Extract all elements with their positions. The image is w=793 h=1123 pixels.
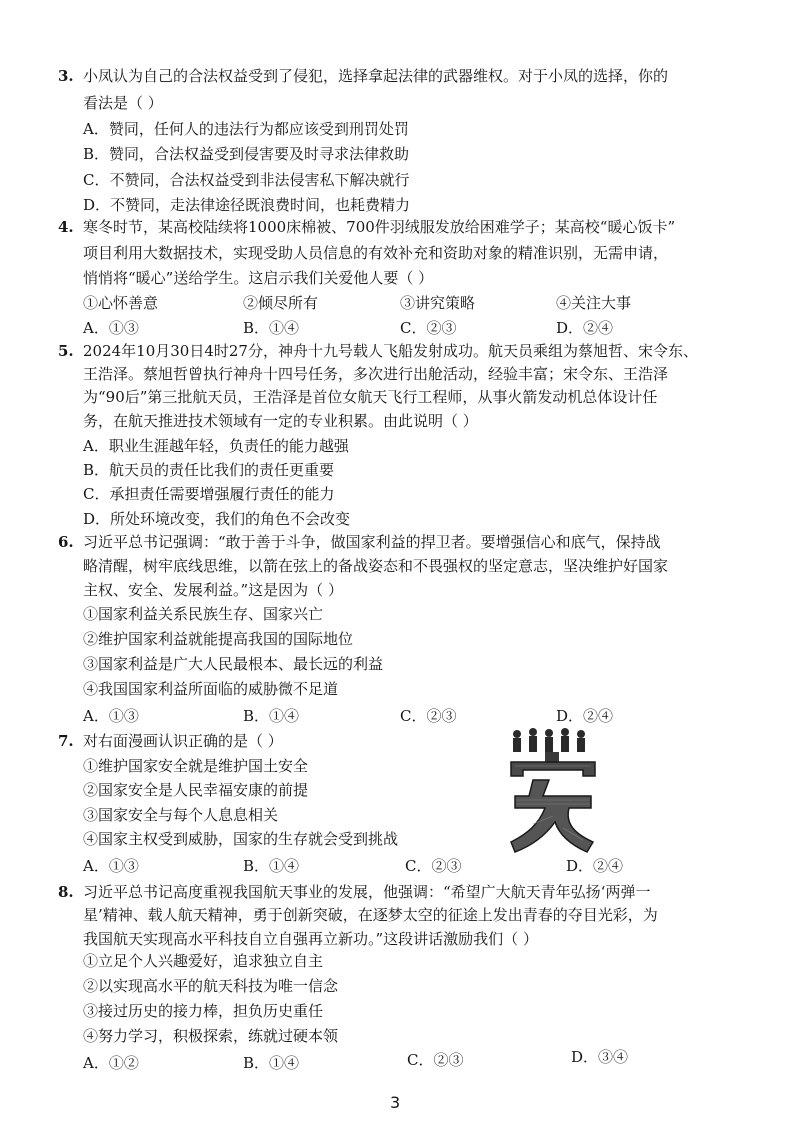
question-6-choice-a[interactable]: A．①③ (83, 707, 139, 725)
question-4-choice-d[interactable]: D．②④ (556, 319, 614, 337)
question-5-stem-line-1: 2024年10月30日4时27分，神舟十九号载人飞船发射成功。航天员乘组为蔡旭哲、宋令东、 (83, 342, 698, 360)
question-4-choice-a[interactable]: A．①③ (83, 319, 139, 337)
question-8-item-1: ①立足个人兴趣爱好，追求独立自主 (83, 952, 324, 970)
question-6-item-2: ②维护国家利益就能提高我国的国际地位 (83, 630, 354, 648)
question-8-item-2: ②以实现高水平的航天科技为唯一信念 (83, 977, 339, 995)
question-5-stem-line-2: 王浩泽。蔡旭哲曾执行神舟十四号任务，多次进行出舱活动，经验丰富；宋令东、王浩泽 (83, 365, 669, 383)
question-4-stem-line-1: 寒冬时节，某高校陆续将1000床棉被、700件羽绒服发放给困难学子；某高校“暖心饭卡” (83, 218, 676, 236)
question-8-stem-line-1: 习近平总书记高度重视我国航天事业的发展，他强调：“希望广大航天青年弘扬‘两弹一 (83, 883, 651, 901)
question-4-stem-line-3: 悄悄将“暖心”送给学生。这启示我们关爱他人要（ ） (83, 269, 434, 287)
question-5-option-c[interactable]: C．承担责任需要增强履行责任的能力 (83, 485, 335, 503)
question-8-stem-line-3: 我国航天实现高水平科技自立自强再立新功。”这段讲话激励我们（ ） (83, 930, 538, 948)
question-6-stem-line-1: 习近平总书记强调：“敢于善于斗争，做国家利益的捍卫者。要增强信心和底气，保持战 (83, 533, 661, 551)
question-3-option-c[interactable]: C．不赞同，合法权益受到非法侵害私下解决就行 (83, 171, 410, 189)
question-3-option-d[interactable]: D．不赞同，走法律途径既浪费时间，也耗费精力 (83, 196, 411, 214)
question-7-number: 7. (58, 732, 74, 750)
question-6-choice-c[interactable]: C．②③ (400, 707, 457, 725)
question-8-choice-c[interactable]: C．②③ (407, 1051, 464, 1069)
question-8-stem-line-2: 星’精神、载人航天精神，勇于创新突破，在逐梦太空的征途上发出青春的夺目光彩，为 (83, 906, 658, 924)
question-7-item-4: ④国家主权受到威胁，国家的生存就会受到挑战 (83, 830, 399, 848)
question-6-choice-b[interactable]: B．①④ (243, 707, 300, 725)
question-5-number: 5. (58, 342, 74, 360)
question-5-stem-line-3: 为“90后”第三批航天员，王浩泽是首位女航天飞行工程师，从事火箭发动机总体设计任 (83, 388, 658, 406)
question-6-item-3: ③国家利益是广大人民最根本、最长远的利益 (83, 655, 384, 673)
question-6-item-4: ④我国国家利益所面临的威胁微不足道 (83, 680, 339, 698)
national-security-cartoon (503, 724, 603, 854)
question-8-choice-a[interactable]: A．①② (83, 1054, 139, 1072)
question-7-choice-d[interactable]: D．②④ (566, 857, 624, 875)
question-4-item-4: ④关注大事 (556, 294, 632, 312)
question-6-stem-line-3: 主权、安全、发展利益。”这是因为（ ） (83, 581, 343, 599)
question-8-item-3: ③接过历史的接力棒，担负历史重任 (83, 1002, 324, 1020)
question-5-option-b[interactable]: B．航天员的责任比我们的责任更重要 (83, 461, 335, 479)
question-3-stem-line-1: 小凤认为自己的合法权益受到了侵犯，选择拿起法律的武器维权。对于小凤的选择，你的 (83, 67, 669, 85)
question-5-stem-line-4: 务，在航天推进技术领域有一定的专业积累。由此说明（ ） (83, 412, 478, 430)
question-7-item-1: ①维护国家安全就是维护国土安全 (83, 757, 309, 775)
question-6-number: 6. (58, 533, 74, 551)
question-7-choice-c[interactable]: C．②③ (405, 857, 462, 875)
question-3-option-a[interactable]: A．赞同，任何人的违法行为都应该受到刑罚处罚 (83, 120, 409, 138)
question-5-option-d[interactable]: D．所处环境改变，我们的角色不会改变 (83, 510, 351, 528)
question-8-choice-b[interactable]: B．①④ (243, 1054, 300, 1072)
question-4-item-3: ③讲究策略 (400, 294, 476, 312)
question-6-item-1: ①国家利益关系民族生存、国家兴亡 (83, 605, 324, 623)
question-3-number: 3. (58, 67, 74, 85)
question-8-choice-d[interactable]: D．③④ (571, 1048, 629, 1066)
question-4-choice-b[interactable]: B．①④ (243, 319, 300, 337)
question-4-item-2: ②倾尽所有 (243, 294, 319, 312)
question-6-choice-d[interactable]: D．②④ (556, 707, 614, 725)
question-7-choice-a[interactable]: A．①③ (83, 857, 139, 875)
question-4-choice-c[interactable]: C．②③ (400, 319, 457, 337)
question-7-stem-line-1: 对右面漫画认识正确的是（ ） (83, 732, 283, 750)
page-number: 3 (390, 1093, 401, 1112)
question-3-option-b[interactable]: B．赞同，合法权益受到侵害要及时寻求法律救助 (83, 145, 410, 163)
question-4-stem-line-2: 项目利用大数据技术，实现受助人员信息的有效补充和资助对象的精准识别，无需申请， (83, 244, 669, 262)
question-7-choice-b[interactable]: B．①④ (243, 857, 300, 875)
question-7-item-2: ②国家安全是人民幸福安康的前提 (83, 781, 309, 799)
question-8-item-4: ④努力学习，积极探索，练就过硬本领 (83, 1027, 339, 1045)
question-6-stem-line-2: 略清醒，树牢底线思维，以箭在弦上的备战姿态和不畏强权的坚定意志，坚决维护好国家 (83, 557, 669, 575)
question-5-option-a[interactable]: A．职业生涯越年轻，负责任的能力越强 (83, 437, 349, 455)
question-4-number: 4. (58, 218, 74, 236)
question-7-item-3: ③国家安全与每个人息息相关 (83, 806, 279, 824)
question-3-stem-line-2: 看法是（ ） (83, 94, 163, 112)
question-4-item-1: ①心怀善意 (83, 294, 159, 312)
question-8-number: 8. (58, 883, 74, 901)
